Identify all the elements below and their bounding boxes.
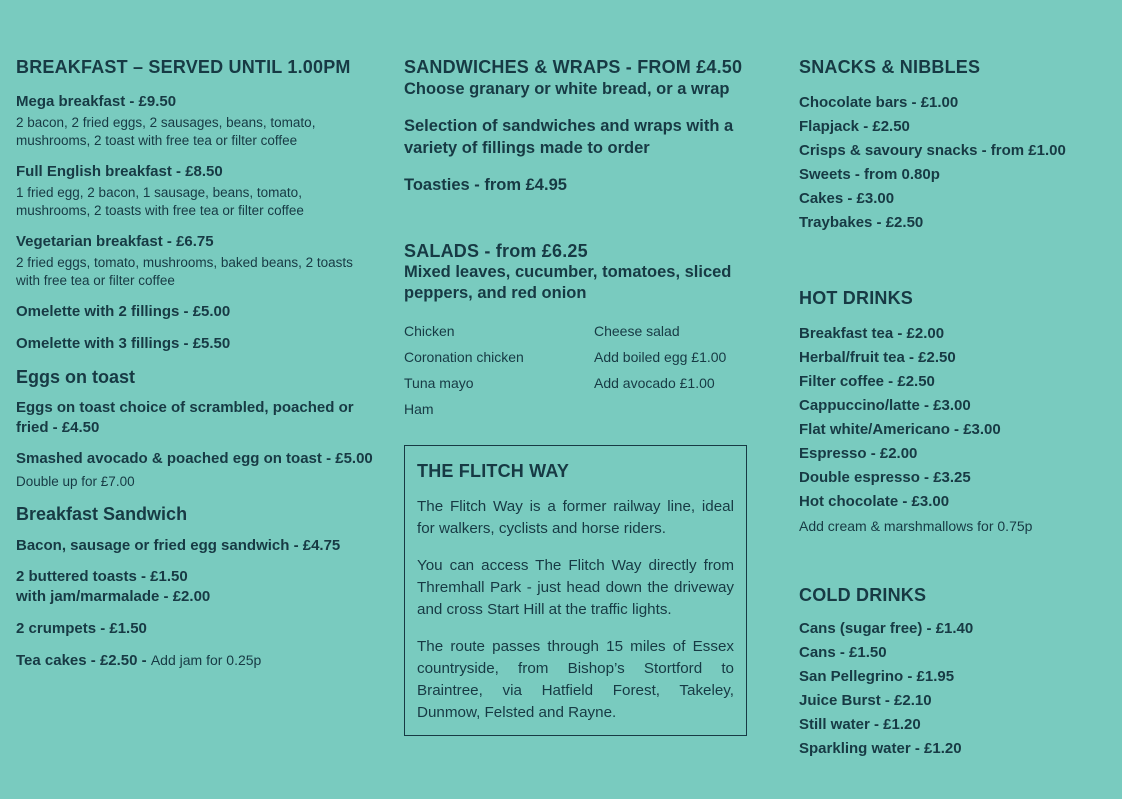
snack-item: Traybakes - £2.50 xyxy=(799,214,924,231)
hot-drink-item: Flat white/Americano - £3.00 xyxy=(799,421,1001,438)
snack-item: Chocolate bars - £1.00 xyxy=(799,94,959,111)
eggs-item: Eggs on toast choice of scrambled, poached or fried - £4.50 xyxy=(16,399,354,436)
breakfast-column xyxy=(16,56,376,670)
hot-drink-item: Espresso - £2.00 xyxy=(799,445,918,462)
vegetarian-desc: 2 fried eggs, tomato, mushrooms, baked beans, 2 toasts with free tea or filter coffee xyxy=(16,255,353,288)
hot-drink-item: Cappuccino/latte - £3.00 xyxy=(799,397,971,414)
snacks-drinks-column xyxy=(799,56,1099,761)
sandwiches-selection: Selection of sandwiches and wraps with a variety of fillings made to order xyxy=(404,117,734,157)
avocado-note: Double up for £7.00 xyxy=(16,474,135,489)
hot-drink-item: Filter coffee - £2.50 xyxy=(799,373,935,390)
teacakes-note: Add jam for 0.25p xyxy=(150,652,262,668)
flitch-way-paragraph-2: You can access The Flitch Way directly from Thremhall Park - just head down the driveway and cross Start Hill at the traffic lights. xyxy=(417,557,734,618)
hot-drink-item: Hot chocolate - £3.00 xyxy=(799,493,950,510)
breakfast-sandwich-item: Bacon, sausage or fried egg sandwich - £4.75 xyxy=(16,537,341,554)
cold-drink-item: San Pellegrino - £1.95 xyxy=(799,668,955,685)
breakfast-heading: BREAKFAST – SERVED UNTIL 1.00PM xyxy=(16,57,351,77)
cold-drink-item: Cans (sugar free) - £1.40 xyxy=(799,620,974,637)
flitch-way-box xyxy=(404,445,747,736)
flitch-way-heading: THE FLITCH WAY xyxy=(417,461,570,481)
buttered-toasts-item: 2 buttered toasts - £1.50 xyxy=(16,568,188,585)
cold-drink-item: Sparkling water - £1.20 xyxy=(799,740,962,757)
snack-item: Crisps & savoury snacks - from £1.00 xyxy=(799,142,1066,159)
salad-left-list xyxy=(404,322,594,418)
omelette-2-item: Omelette with 2 fillings - £5.00 xyxy=(16,303,231,320)
cold-drinks-heading: COLD DRINKS xyxy=(799,585,927,605)
salad-option: Ham xyxy=(404,401,434,417)
teacakes-line xyxy=(16,651,376,670)
hot-drinks-heading: HOT DRINKS xyxy=(799,288,913,308)
salads-heading: SALADS - from £6.25 xyxy=(404,241,588,261)
hot-drink-item: Herbal/fruit tea - £2.50 xyxy=(799,349,956,366)
full-english-desc: 1 fried egg, 2 bacon, 1 sausage, beans, tomato, mushrooms, 2 toasts with free tea or filter coffee xyxy=(16,185,304,218)
eggs-heading: Eggs on toast xyxy=(16,367,136,387)
mega-breakfast-desc: 2 bacon, 2 fried eggs, 2 sausages, beans, tomato, mushrooms, 2 toast with free tea or filter coffee xyxy=(16,115,316,148)
salad-option: Add avocado £1.00 xyxy=(594,375,715,391)
omelette-3-item: Omelette with 3 fillings - £5.50 xyxy=(16,335,231,352)
sandwiches-heading: SANDWICHES & WRAPS - FROM £4.50 xyxy=(404,57,743,77)
hot-drink-item: Double espresso - £3.25 xyxy=(799,469,971,486)
salad-right-list xyxy=(594,322,749,418)
snacks-heading: SNACKS & NIBBLES xyxy=(799,57,981,77)
vegetarian-title: Vegetarian breakfast - £6.75 xyxy=(16,233,214,250)
salad-option: Tuna mayo xyxy=(404,375,474,391)
mega-breakfast-title: Mega breakfast - £9.50 xyxy=(16,93,177,110)
teacakes-item: Tea cakes - £2.50 - xyxy=(16,652,147,669)
cold-drink-item: Cans - £1.50 xyxy=(799,644,887,661)
toasties-item: Toasties - from £4.95 xyxy=(404,176,567,194)
snack-item: Sweets - from 0.80p xyxy=(799,166,940,183)
salads-subheading: Mixed leaves, cucumber, tomatoes, sliced peppers, and red onion xyxy=(404,263,732,302)
flitch-way-paragraph-3: The route passes through 15 miles of Essex countryside, from Bishop’s Stortford to Braintree, via Hatfield Forest, Takeley, Dunmow, Felsted and Rayne. xyxy=(417,638,734,721)
snack-item: Cakes - £3.00 xyxy=(799,190,895,207)
hot-drink-item: Breakfast tea - £2.00 xyxy=(799,325,945,342)
avocado-item: Smashed avocado & poached egg on toast - £5.00 xyxy=(16,450,373,467)
cold-drink-item: Juice Burst - £2.10 xyxy=(799,692,932,709)
sandwiches-subheading: Choose granary or white bread, or a wrap xyxy=(404,80,730,98)
salad-option: Add boiled egg £1.00 xyxy=(594,349,727,365)
salad-options xyxy=(404,322,749,418)
salad-option: Coronation chicken xyxy=(404,349,524,365)
crumpets-item: 2 crumpets - £1.50 xyxy=(16,620,147,637)
breakfast-sandwich-heading: Breakfast Sandwich xyxy=(16,504,188,524)
toasts-jam-item: with jam/marmalade - £2.00 xyxy=(16,588,211,605)
salad-option: Chicken xyxy=(404,323,455,339)
sandwiches-column xyxy=(404,56,749,418)
salad-option: Cheese salad xyxy=(594,323,680,339)
hot-drinks-note: Add cream & marshmallows for 0.75p xyxy=(799,518,1033,534)
cold-drink-item: Still water - £1.20 xyxy=(799,716,921,733)
snack-item: Flapjack - £2.50 xyxy=(799,118,910,135)
full-english-title: Full English breakfast - £8.50 xyxy=(16,163,223,180)
flitch-way-paragraph-1: The Flitch Way is a former railway line, ideal for walkers, cyclists and horse riders. xyxy=(417,498,734,537)
